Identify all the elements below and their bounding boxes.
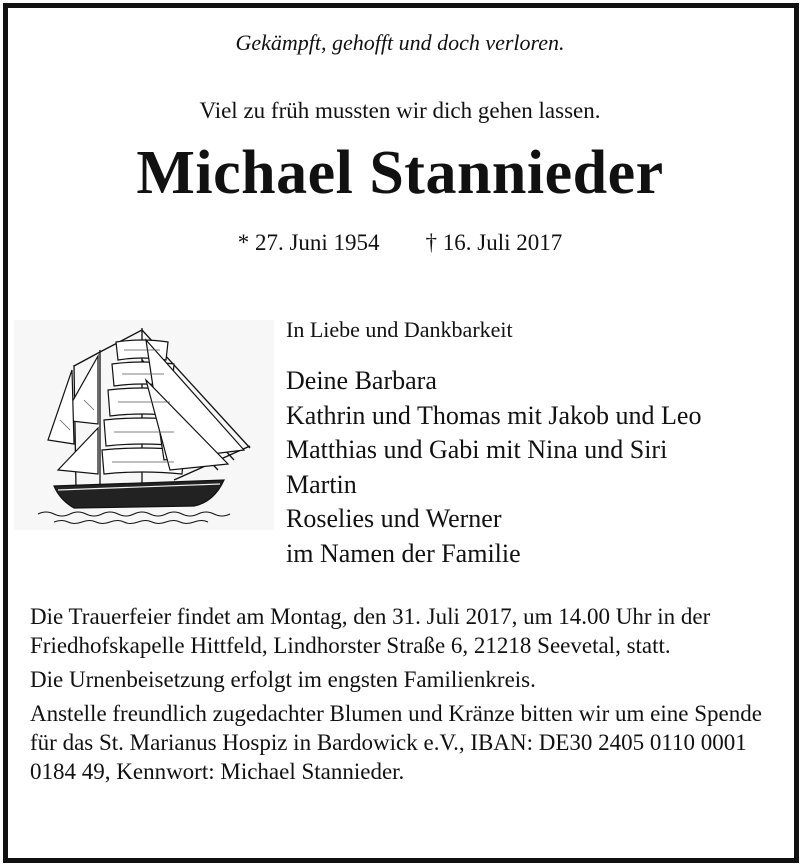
deceased-name: Michael Stannieder (136, 139, 664, 207)
list-item: Matthias und Gabi mit Nina und Siri (286, 435, 668, 464)
list-item: im Namen der Familie (286, 538, 521, 568)
list-item: Martin (286, 469, 357, 499)
mourner-list (286, 364, 701, 571)
funeral-details (30, 602, 780, 791)
life-dates (0, 230, 800, 256)
list-item: Deine Barbara (286, 366, 437, 395)
donation-info: Anstelle freundlich zugedachter Blumen und Kränze bitten wir um eine Spende für das St. Marianus Hospiz in Bardowick e.V., IBAN: DE30 2405 0110 0001 0184 49, Kennwort: Michael Stannieder. (30, 701, 762, 784)
subtitle: Viel zu früh mussten wir dich gehen lassen. (199, 98, 601, 123)
ceremony-info: Die Trauerfeier findet am Montag, den 31. Juli 2017, um 14.00 Uhr in der Friedhofskapelle Hittfeld, Lindhorster Straße 6, 21218 Seevetal, statt. (30, 604, 711, 658)
death-date: † 16. Juli 2017 (425, 230, 563, 255)
list-item: Roselies und Werner (286, 504, 502, 533)
list-item: Kathrin und Thomas mit Jakob und Leo (286, 400, 702, 430)
birth-date: * 27. Juni 1954 (237, 230, 380, 255)
burial-info: Die Urnenbeisetzung erfolgt im engsten Familienkreis. (30, 667, 536, 692)
dedication-line: In Liebe und Dankbarkeit (286, 317, 513, 342)
motto: Gekämpft, gehofft und doch verloren. (235, 30, 565, 55)
sailing-ship-icon (14, 320, 274, 530)
